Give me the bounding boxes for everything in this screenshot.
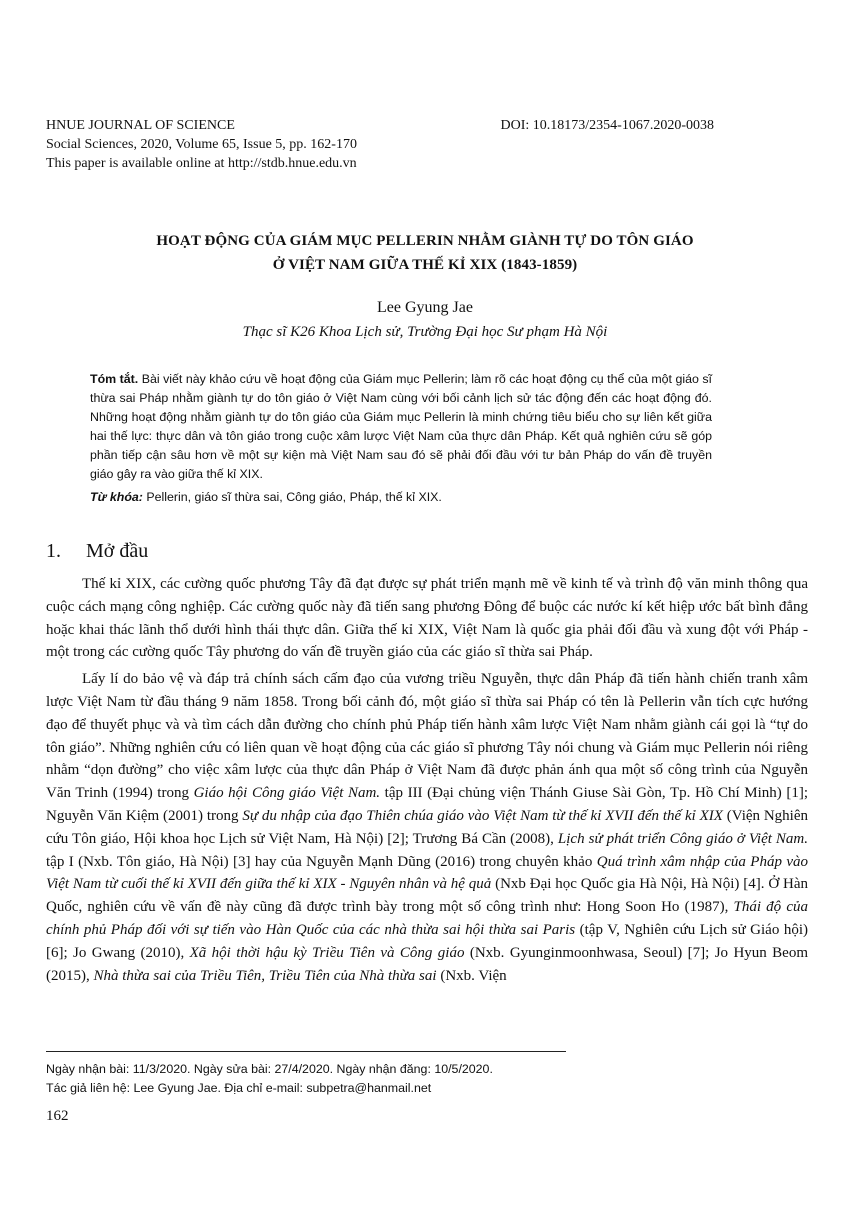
title-line-2: Ở VIỆT NAM GIỮA THẾ KỈ XIX (1843-1859) [272,257,578,273]
paragraph-2: Lấy lí do bảo vệ và đáp trả chính sách cấm đạo của vương triều Nguyễn, thực dân Pháp đã tiến hành chiến tranh xâm lược Việt Nam từ đầu tháng 9 năm 1858. Trong bối cảnh đó, một giáo sĩ thừa sai Pháp có tên là Pellerin vẫn tích cực hướng đạo để thuyết phục và và tìm cách dẫn đường cho chính phủ Pháp tiến hành xâm lược Việt Nam nhằm giành cái gọi là “tự do tôn giáo”. Những nghiên cứu có liên quan về hoạt động của các giáo sĩ phương Tây nói chung và Giám mục Pellerin nói riêng nhằm “dọn đường” cho việc xâm lược của thực dân Pháp ở Việt Nam đã được phản ánh qua một số công trình của Nguyễn Văn Trinh (1994) trong Giáo hội Công giáo Việt Nam. tập III (Đại chủng viện Thánh Giuse Sài Gòn, Tp. Hồ Chí Minh) [1]; Nguyễn Văn Kiệm (2001) trong Sự du nhập của đạo Thiên chúa giáo vào Việt Nam từ thế kỉ XVII đến thế kỉ XIX (Viện Nghiên cứu Tôn giáo, Hội khoa học Lịch sử Việt Nam, Hà Nội) [2]; Trương Bá Cần (2008), Lịch sử phát triển Công giáo ở Việt Nam. tập I (Nxb. Tôn giáo, Hà Nội) [3] hay của Nguyễn Mạnh Dũng (2016) trong chuyên khảo Quá trình xâm nhập của Pháp vào Việt Nam từ cuối thế kỉ XVII đến giữa thế kỉ XIX - Nguyên nhân và hệ quả (Nxb Đại học Quốc gia Hà Nội, Hà Nội) [4]. Ở Hàn Quốc, nghiên cứu về vấn đề này cũng đã được trình bày trong một số công trình như: Hong Soon Ho (1987), Thái độ của chính phủ Pháp đối với sự tiến vào Hàn Quốc của các nhà thừa sai hội thừa sai Paris (tập V, Nghiên cứu Lịch sử Giáo hội) [6]; Jo Gwang (2010), Xã hội thời hậu kỳ Triều Tiên và Công giáo (Nxb. Gyunginmoonhwasa, Seoul) [7]; Jo Hyun Beom (2015), Nhà thừa sai của Triều Tiên, Triều Tiên của Nhà thừa sai (Nxb. Viện [46,671,809,984]
abstract-paragraph [90,370,712,484]
title-line-1: HOẠT ĐỘNG CỦA GIÁM MỤC PELLERIN NHẰM GIÀNH TỰ DO TÔN GIÁO [156,233,694,249]
body-text [46,573,808,987]
section-title: Mở đầu [86,540,149,562]
issue-info: Social Sciences, 2020, Volume 65, Issue 5, pp. 162-170 [46,137,357,152]
keywords-label: Từ khóa: [90,490,143,504]
page-number: 162 [46,1108,69,1124]
keywords-text: Pellerin, giáo sĩ thừa sai, Công giáo, Pháp, thế kỉ XIX. [142,490,442,504]
journal-header [46,116,714,173]
paper-title [40,229,810,277]
journal-name: HNUE JOURNAL OF SCIENCE [46,118,235,133]
footnote-dates: Ngày nhận bài: 11/3/2020. Ngày sửa bài: 27/4/2020. Ngày nhận đăng: 10/5/2020. [46,1062,493,1076]
abstract-text: Bài viết này khảo cứu về hoạt động của Giám mục Pellerin; làm rõ các hoạt động cụ thể của một giáo sĩ thừa sai Pháp nhằm giành tự do tôn giáo ở Việt Nam cùng với bối cảnh lịch sử tác động đến các hoạt động đó. Những hoạt động nhằm giành tự do tôn giáo của Giám mục Pellerin là minh chứng tiêu biểu cho sự liên kết giữa hai thế lực: thực dân và tôn giáo trong cuộc xâm lược Việt Nam của thực dân Pháp. Kết quả nghiên cứu sẽ góp phần tiếp cận sâu hơn về một sự kiện mà Việt Nam sau đó sẽ phải đối đầu với tư bản Pháp do vấn đề truyền giáo gây ra vào giữa thế kỉ XIX. [90,372,712,481]
footnote-contact: Tác giả liên hệ: Lee Gyung Jae. Địa chỉ e-mail: subpetra@hanmail.net [46,1081,432,1095]
author-affiliation: Thạc sĩ K26 Khoa Lịch sử, Trường Đại học Sư phạm Hà Nội [242,324,608,340]
footnote-divider [46,1051,566,1052]
section-heading [46,538,148,564]
keywords [90,488,712,507]
abstract-label: Tóm tắt. [90,372,139,386]
online-availability: This paper is available online at http://stdb.hnue.edu.vn [46,156,357,171]
section-number: 1. [46,540,61,562]
abstract [90,370,712,507]
author-name: Lee Gyung Jae [377,299,473,316]
paragraph-1: Thế kỉ XIX, các cường quốc phương Tây đã đạt được sự phát triển mạnh mẽ về kinh tế và trình độ văn minh thông qua cuộc cách mạng công nghiệp. Các cường quốc này đã tiến sang phương Đông để buộc các nước kí kết hiệp ước bất bình đẳng hoặc khai thác lãnh thổ dưới hình thái thực dân. Giữa thế kỉ XIX, Việt Nam là quốc gia phải đối đầu và xung đột với Pháp - một trong các cường quốc Tây phương do vấn đề truyền giáo của các giáo sĩ thừa sai Pháp. [46,576,808,661]
doi[interactable]: DOI: 10.18173/2354-1067.2020-0038 [500,118,714,133]
footnote [46,1060,786,1098]
